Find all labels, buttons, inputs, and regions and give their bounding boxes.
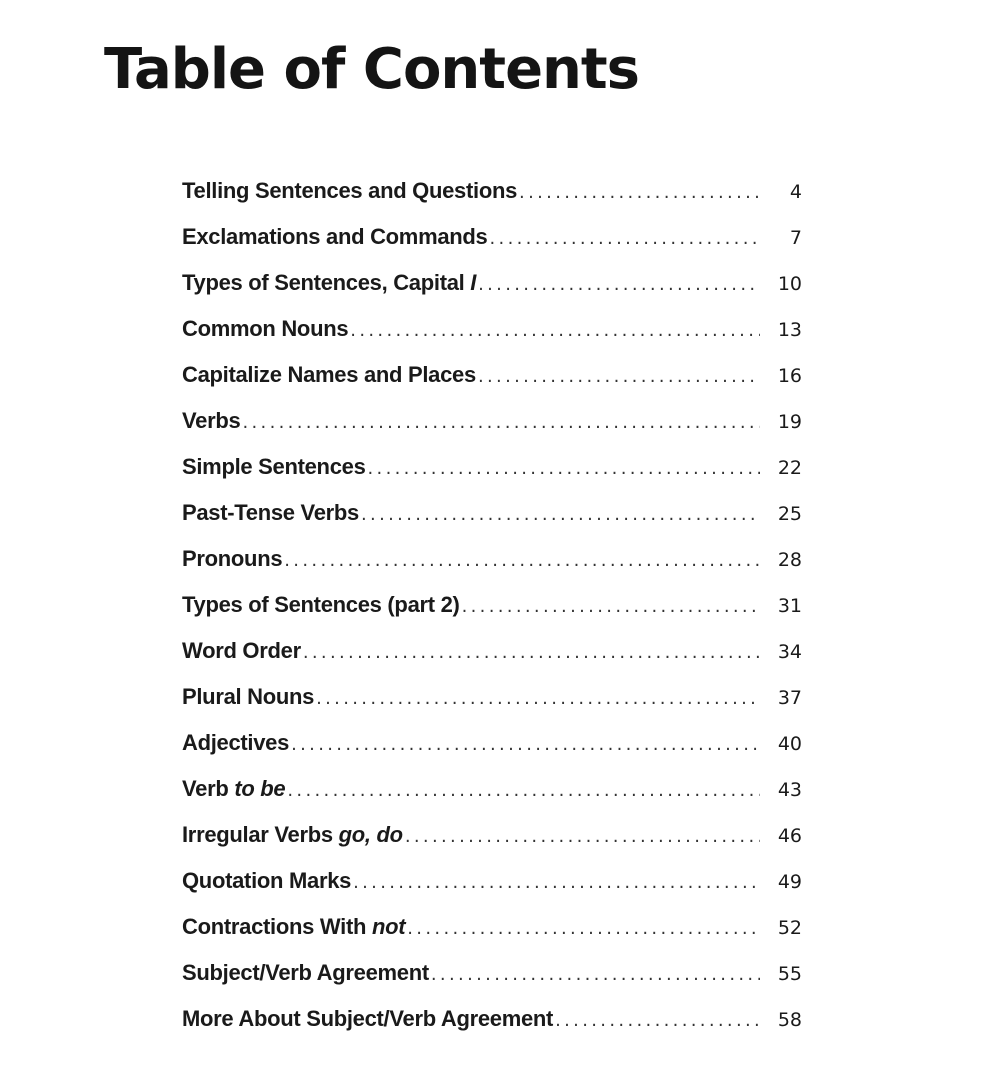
toc-entry-title-text: Simple Sentences [182, 454, 366, 479]
toc-entry[interactable] [182, 494, 802, 540]
toc-entry-title-text: More About Subject/Verb Agreement [182, 1006, 554, 1031]
toc-entry-title-text: Irregular Verbs [182, 822, 339, 847]
dot-leader [462, 588, 760, 626]
toc-entry-title-text: Past-Tense Verbs [182, 500, 359, 525]
toc-entry-title-text: Types of Sentences, Capital [182, 270, 471, 295]
toc-entry-title-text: Types of Sentences (part 2) [182, 592, 460, 617]
toc-entry-title [182, 908, 405, 946]
toc-entry-title [182, 770, 285, 808]
toc-entry-title [182, 264, 476, 302]
toc-entry-page: 31 [777, 595, 802, 617]
toc-entry-title [182, 448, 366, 486]
toc-entry-title-text: Adjectives [182, 730, 290, 755]
toc-entry-page: 40 [777, 733, 802, 755]
toc-entry[interactable] [182, 540, 802, 586]
toc-entry-title-text: Verbs [182, 408, 241, 433]
toc-entry-page: 55 [777, 963, 802, 985]
dot-leader [284, 542, 760, 580]
toc-entry[interactable] [182, 448, 802, 494]
toc-entry-title-text: Word Order [182, 638, 301, 663]
toc-entry-title [182, 310, 348, 348]
dot-leader [353, 864, 760, 902]
toc-entry-title [182, 678, 314, 716]
toc-entry-page: 10 [777, 273, 802, 295]
dot-leader [287, 772, 760, 810]
toc-entry[interactable] [182, 862, 802, 908]
toc-entry-page: 13 [777, 319, 802, 341]
dot-leader [519, 174, 760, 212]
toc-entry[interactable] [182, 172, 802, 218]
dot-leader [489, 220, 760, 258]
toc-entry[interactable] [182, 310, 802, 356]
toc-entry-page: 4 [789, 181, 802, 203]
toc-entry-title [182, 954, 429, 992]
toc-entry-page: 49 [777, 871, 802, 893]
toc-entry-title [182, 862, 351, 900]
toc-entry-page: 52 [777, 917, 802, 939]
toc-entry-page: 34 [777, 641, 802, 663]
toc-entry-page: 22 [777, 457, 802, 479]
toc-entry-title [182, 218, 487, 256]
toc-entry[interactable] [182, 356, 802, 402]
toc-entry-title [182, 586, 460, 624]
dot-leader [303, 634, 760, 672]
toc-entry-title-text: Plural Nouns [182, 684, 315, 709]
toc-entry-title-text: Common Nouns [182, 316, 349, 341]
toc-entry[interactable] [182, 678, 802, 724]
toc-entry-title [182, 1000, 553, 1038]
toc-entry-page: 58 [777, 1009, 802, 1031]
toc-entry-page: 7 [789, 227, 802, 249]
toc-entry-title-text: Exclamations and Commands [182, 224, 488, 249]
dot-leader [478, 358, 760, 396]
toc-entry-title-text: Pronouns [182, 546, 283, 571]
toc-entry-title [182, 356, 476, 394]
toc-entry[interactable] [182, 816, 802, 862]
toc-entry[interactable] [182, 264, 802, 310]
toc-entry[interactable] [182, 770, 802, 816]
toc-entry-title-text: Verb [182, 776, 235, 801]
toc-entry-page: 37 [777, 687, 802, 709]
toc-entry-title [182, 402, 240, 440]
toc-entry-title [182, 816, 403, 854]
toc-entry-title [182, 540, 282, 578]
page-title: Table of Contents [104, 37, 640, 102]
toc-entry-page: 43 [777, 779, 802, 801]
toc-list [182, 172, 802, 1046]
toc-entry-title [182, 494, 359, 532]
toc-entry[interactable] [182, 402, 802, 448]
toc-entry-title-text: Quotation Marks [182, 868, 352, 893]
toc-entry-page: 28 [777, 549, 802, 571]
toc-entry-title-text: Capitalize Names and Places [182, 362, 476, 387]
toc-entry-title [182, 724, 289, 762]
dot-leader [242, 404, 760, 442]
toc-entry-title-text: Telling Sentences and Questions [182, 178, 518, 203]
toc-entry-title-italic: to be [234, 776, 286, 801]
dot-leader [316, 680, 760, 718]
dot-leader [431, 956, 760, 994]
toc-entry-title [182, 632, 301, 670]
dot-leader [361, 496, 760, 534]
toc-entry-title-italic: go, do [338, 822, 403, 847]
toc-entry[interactable] [182, 586, 802, 632]
toc-entry-page: 16 [777, 365, 802, 387]
toc-entry[interactable] [182, 954, 802, 1000]
toc-entry-title [182, 172, 517, 210]
dot-leader [291, 726, 760, 764]
toc-entry-page: 25 [777, 503, 802, 525]
toc-entry[interactable] [182, 632, 802, 678]
dot-leader [350, 312, 760, 350]
toc-entry-page: 46 [777, 825, 802, 847]
dot-leader [555, 1002, 760, 1040]
toc-entry[interactable] [182, 218, 802, 264]
dot-leader [478, 266, 760, 304]
dot-leader [405, 818, 760, 856]
toc-entry-page: 19 [777, 411, 802, 433]
toc-entry[interactable] [182, 1000, 802, 1046]
toc-entry-title-italic: I [470, 270, 477, 295]
toc-entry[interactable] [182, 908, 802, 954]
dot-leader [368, 450, 761, 488]
toc-entry-title-text: Subject/Verb Agreement [182, 960, 429, 985]
toc-entry-title-text: Contractions With [182, 914, 372, 939]
toc-entry-title-italic: not [371, 914, 406, 939]
toc-entry[interactable] [182, 724, 802, 770]
dot-leader [407, 910, 760, 948]
